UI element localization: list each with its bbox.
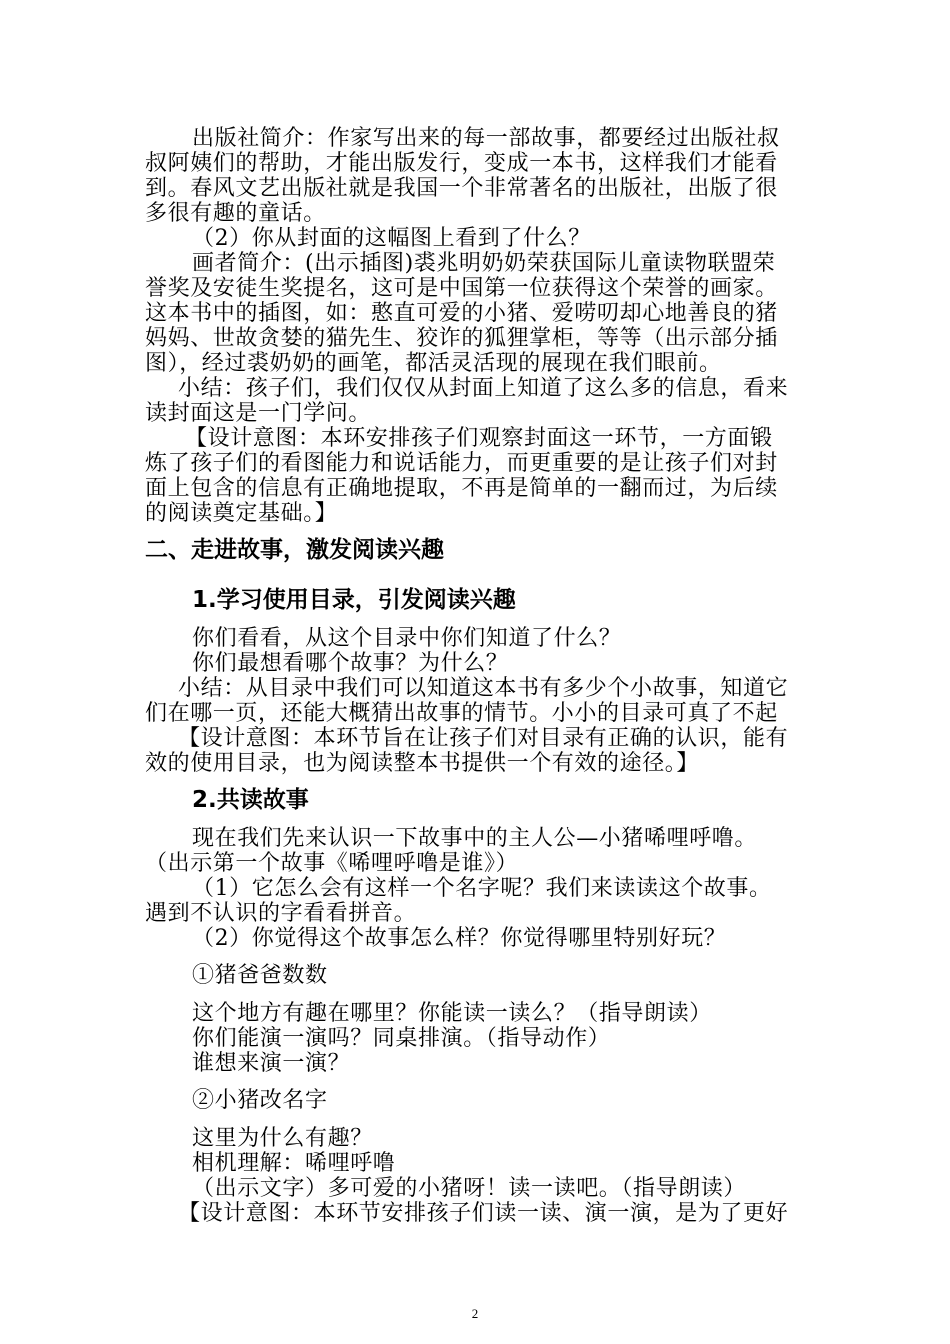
item-line: 你们能演一演吗？同桌排演。（指导动作） bbox=[192, 1026, 611, 1051]
story-intro-line: 现在我们先来认识一下故事中的主人公—小猪唏哩呼噜。 bbox=[192, 826, 758, 851]
publisher-intro-line: 到。春风文艺出版社就是我国一个非常著名的出版社，出版了很 bbox=[145, 176, 778, 201]
design-intent-line: 【设计意图：本环安排孩子们观察封面这一环节，一方面锻 bbox=[185, 426, 773, 451]
painter-intro-line: 这本书中的插图，如：憨直可爱的小猪、爱唠叨却心地善良的猪 bbox=[145, 301, 778, 326]
toc-question: 你们看看，从这个目录中你们知道了什么？ bbox=[192, 626, 622, 651]
design-intent-line: 炼了孩子们的看图能力和说话能力，而更重要的是让孩子们对封 bbox=[145, 451, 778, 476]
summary-line: 读封面这是一门学问。 bbox=[145, 401, 372, 426]
item-line: 这里为什么有趣？ bbox=[192, 1126, 373, 1151]
item-line: 相机理解：唏哩呼噜 bbox=[192, 1151, 396, 1176]
design-intent-line: 效的使用目录，也为阅读整本书提供一个有效的途径。】 bbox=[145, 751, 700, 776]
painter-intro-line: 誉奖及安徒生奖提名，这可是中国第一位获得这个荣誉的画家。 bbox=[145, 276, 778, 301]
subsection-heading: 2.共读故事 bbox=[192, 787, 309, 813]
question-line: （1）它怎么会有这样一个名字呢？我们来读读这个故事。 bbox=[192, 876, 772, 901]
summary-line: 小结：从目录中我们可以知道这本书有多少个小故事，知道它 bbox=[178, 676, 789, 701]
cover-question: （2）你从封面的这幅图上看到了什么？ bbox=[192, 226, 591, 251]
item-line: 这个地方有趣在哪里？你能读一读么？（指导朗读） bbox=[192, 1001, 712, 1026]
story-intro-line: （出示第一个故事《唏哩呼噜是谁》） bbox=[145, 851, 519, 876]
subsection-heading: 1.学习使用目录，引发阅读兴趣 bbox=[192, 587, 516, 613]
design-intent-line: 【设计意图：本环节旨在让孩子们对目录有正确的认识，能有 bbox=[178, 726, 789, 751]
page-number: 2 bbox=[471, 1306, 479, 1321]
item-title: ②小猪改名字 bbox=[192, 1088, 328, 1113]
summary-line: 小结：孩子们，我们仅仅从封面上知道了这么多的信息，看来 bbox=[178, 376, 789, 401]
item-line: （出示文字）多可爱的小猪呀！读一读吧。（指导朗读） bbox=[192, 1176, 747, 1201]
painter-intro-line: 图），经过裘奶奶的画笔，都活灵活现的展现在我们眼前。 bbox=[145, 351, 722, 376]
section-heading: 二、走进故事，激发阅读兴趣 bbox=[145, 537, 444, 563]
design-intent-line: 面上包含的信息有正确地提取，不再是简单的一翻而过，为后续 bbox=[145, 476, 778, 501]
painter-intro-line: 妈妈、世故贪婪的猫先生、狡诈的狐狸掌柜，等等（出示部分插 bbox=[145, 326, 778, 351]
design-intent-line: 【设计意图：本环节安排孩子们读一读、演一演，是为了更好 bbox=[178, 1201, 789, 1226]
question-line: 遇到不认识的字看看拼音。 bbox=[145, 901, 417, 926]
summary-line: 们在哪一页，还能大概猜出故事的情节。小小的目录可真了不起 bbox=[145, 701, 778, 726]
design-intent-line: 的阅读奠定基础。】 bbox=[145, 501, 338, 526]
publisher-intro-line: 叔阿姨们的帮助，才能出版发行，变成一本书，这样我们才能看 bbox=[145, 151, 778, 176]
painter-intro-line: 画者简介：(出示插图)裘兆明奶奶荣获国际儿童读物联盟荣 bbox=[192, 251, 776, 276]
toc-question: 你们最想看哪个故事？为什么？ bbox=[192, 651, 509, 676]
question-line: （2）你觉得这个故事怎么样？你觉得哪里特别好玩？ bbox=[192, 926, 727, 951]
publisher-intro-line: 出版社简介：作家写出来的每一部故事，都要经过出版社叔 bbox=[192, 126, 780, 151]
item-line: 谁想来演一演？ bbox=[192, 1051, 351, 1076]
item-title: ①猪爸爸数数 bbox=[192, 963, 328, 988]
publisher-intro-line: 多很有趣的童话。 bbox=[145, 201, 326, 226]
